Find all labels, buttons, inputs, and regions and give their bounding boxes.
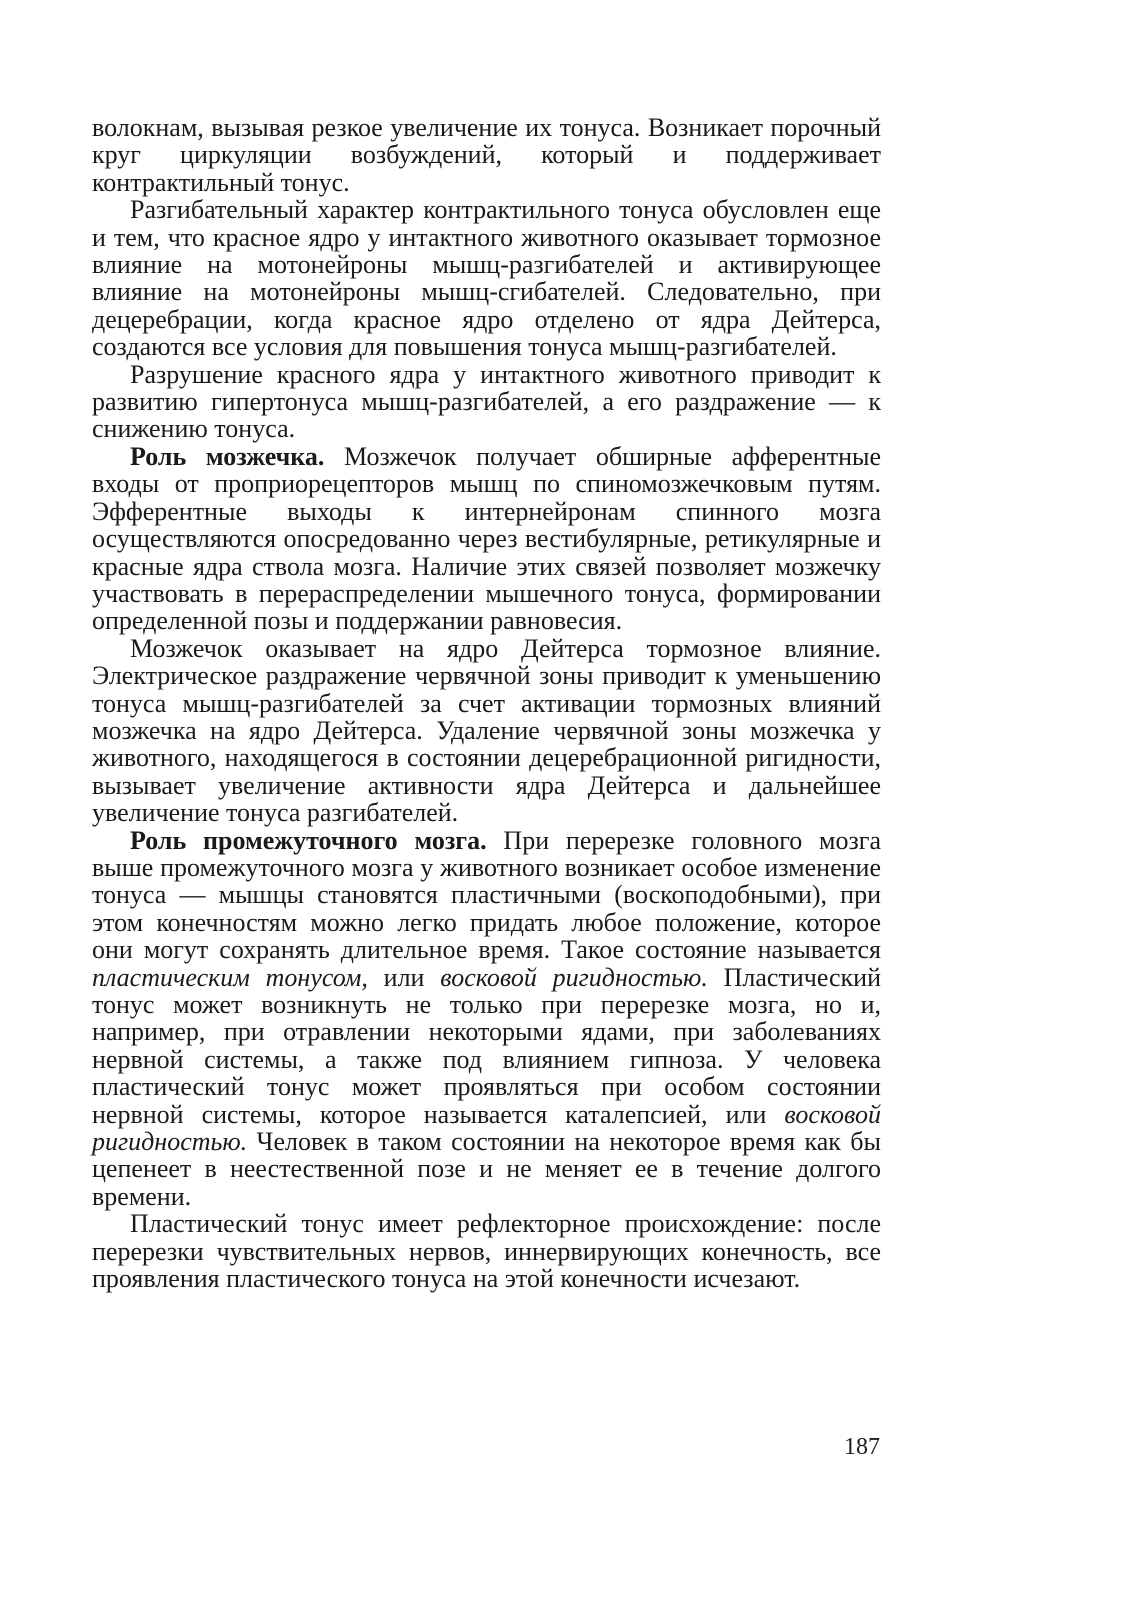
term-waxy-rigidity: восковой ригидностью. — [440, 962, 708, 992]
paragraph-diencephalon — [92, 827, 881, 1211]
section-heading-cerebellum: Роль мозжечка. — [130, 441, 325, 471]
paragraph-3-text: Разрушение красного ядра у интактного животного приводит к развитию гипертонуса мышц-разгибателей, а его раздражение — к снижению тонуса. — [92, 359, 881, 444]
section-heading-diencephalon: Роль промежуточного мозга. — [130, 825, 487, 855]
paragraph-2 — [92, 196, 881, 360]
page-number: 187 — [844, 1434, 880, 1460]
paragraph-cerebellum-text: Мозжечок получает обширные афферентные входы от проприорецепторов мышц по спиномозжечковым путям. Эфферентные выходы к интернейронам спинного мозга осуществляются опосредованно через вестибулярные, ретикулярные и красные ядра ствола мозга. Наличие этих связей позволяет мозжечку участвовать в перераспределении мышечного тонуса, формировании определенной позы и поддержании равновесия. — [92, 441, 881, 636]
term-plastic-tone: пластическим тонусом, — [92, 962, 368, 992]
paragraph-diencephalon-text-2: или — [367, 962, 441, 992]
paragraph-diencephalon-text-3: Пластический тонус может возникнуть не только при перерезке мозга, но и, например, при отравлении некоторыми ядами, при заболеваниях нервной системы, а также под влиянием гипноза. У человека пластический тонус может проявляться при особом состоянии нервной системы, которое называется каталепсией, или — [92, 962, 882, 1129]
paragraph-1 — [92, 114, 881, 196]
term-waxy-rigidity-2: восковой ригидностью. — [92, 1099, 881, 1157]
paragraph-5-text: Мозжечок оказывает на ядро Дейтерса тормозное влияние. Электрическое раздражение червячной зоны приводит к уменьшению тонуса мышц-разгибателей за счет активации тормозных влияний мозжечка на ядро Дейтерса. Удаление червячной зоны мозжечка у животного, находящегося в состоянии децеребрационной ригидности, вызывает увеличение активности ядра Дейтерса и дальнейшее увеличение тонуса разгибателей. — [92, 633, 881, 828]
paragraph-cerebellum — [92, 443, 881, 635]
paragraph-diencephalon-text-1: При перерезке головного мозга выше промежуточного мозга у животного возникает особое изменение тонуса — мышцы становятся пластичными (воскоподобными), при этом конечностям можно легко придать любое положение, которое они могут сохранять длительное время. Такое состояние называется — [92, 825, 881, 965]
paragraph-7-text: Пластический тонус имеет рефлекторное происхождение: после перерезки чувствительных нервов, иннервирующих конечность, все проявления пластического тонуса на этой конечности исчезают. — [92, 1209, 881, 1294]
paragraph-1-text: волокнам, вызывая резкое увеличение их тонуса. Возникает порочный круг циркуляции возбуждений, который и поддерживает контрактильный тонус. — [92, 113, 881, 197]
paragraph-diencephalon-text-4: Человек в таком состоянии на некоторое время как бы цепенеет в неестественной позе и не меняет ее в течение долгого времени. — [92, 1127, 881, 1211]
page-body — [92, 114, 881, 1292]
paragraph-2-text: Разгибательный характер контрактильного тонуса обусловлен еще и тем, что красное ядро у интактного животного оказывает тормозное влияние на мотонейроны мышц-разгибателей и активирующее влияние на мотонейроны мышц-сгибателей. Следовательно, при децеребрации, когда красное ядро отделено от ядра Дейтерса, создаются все условия для повышения тонуса мышц-разгибателей. — [92, 195, 881, 362]
paragraph-5 — [92, 635, 881, 827]
paragraph-7 — [92, 1210, 881, 1292]
paragraph-3 — [92, 361, 881, 443]
